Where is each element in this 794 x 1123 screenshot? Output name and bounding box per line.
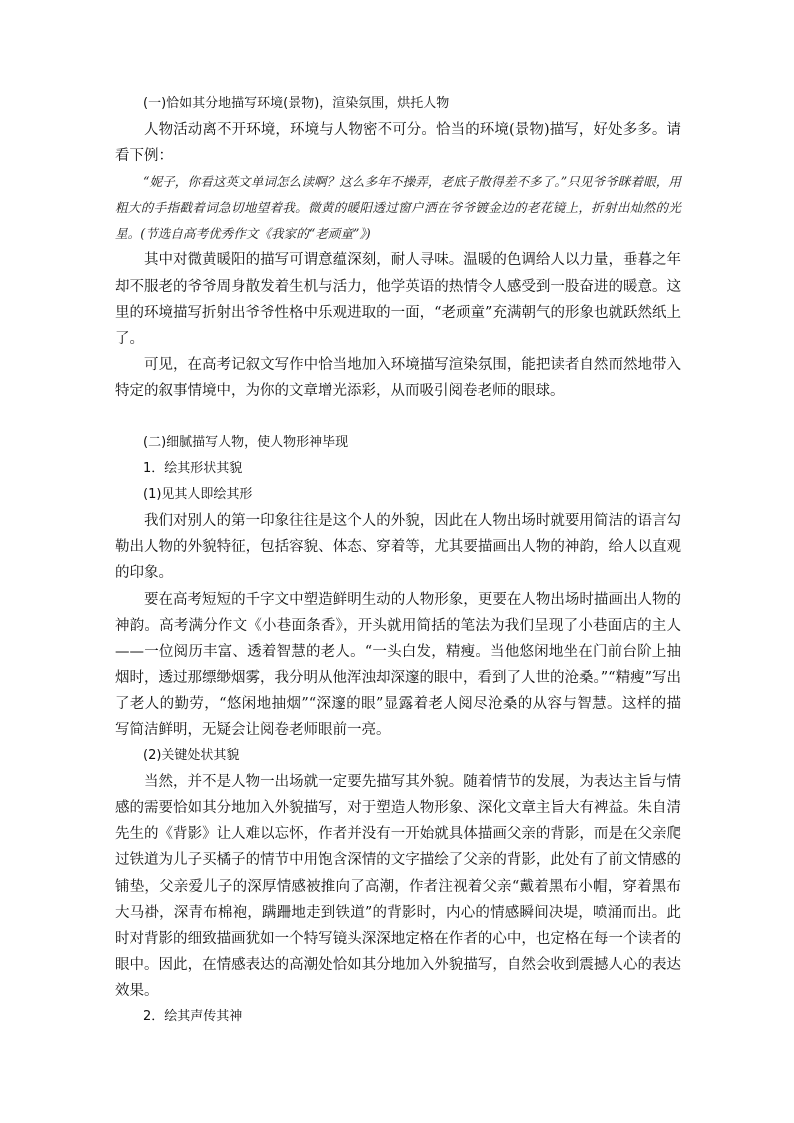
paragraph: 可见，在高考记叙文写作中恰当地加入环境描写渲染氛围，能把读者自然而然地带入特定的叙事情境中，为你的文章增光添彩，从而吸引阅卷老师的眼球。 <box>115 356 681 399</box>
paragraph: 我们对别人的第一印象往往是这个人的外貌，因此在人物出场时就要用简洁的语言勾勒出人物的外貌特征，包括容貌、体态、穿着等，尤其要描画出人物的神韵，给人以直观的印象。 <box>115 513 681 582</box>
section-heading-character: (二)细腻描写人物，使人物形神毕现 <box>143 435 349 451</box>
subheading: (2)关键处状其貌 <box>143 748 240 764</box>
document-page <box>115 91 681 1030</box>
subheading: (1)见其人即绘其形 <box>143 487 253 503</box>
subheading: 2．绘其声传其神 <box>143 1009 243 1024</box>
subheading: 1．绘其形状其貌 <box>143 461 243 477</box>
paragraph: 当然，并不是人物一出场就一定要先描写其外貌。随着情节的发展，为表达主旨与情感的需要恰如其分地加入外貌描写，对于塑造人物形象、深化文章主旨大有裨益。朱自清先生的《背影》让人难以忘怀，作者并没有一开始就具体描画父亲的背影，而是在父亲爬过铁道为儿子买橘子的情节中用饱含深情的文字描绘了父亲的背影，此处有了前文情感的铺垫，父亲爱儿子的深厚情感被推向了高潮，作者注视着父亲“戴着黑布小帽，穿着黑布大马褂，深青布棉袍，蹒跚地走到铁道”的背影时，内心的情感瞬间决堤，喷涌而出。此时对背影的细致描画犹如一个特写镜头深深地定格在作者的心中，也定格在每一个读者的眼中。因此，在情感表达的高潮处恰如其分地加入外貌描写，自然会收到震撼人心的表达效果。 <box>115 774 681 999</box>
quoted-example: “妮子，你看这英文单词怎么读啊？这么多年不操弄，老底子散得差不多了。”只见爷爷眯着眼，用粗大的手指戳着词急切地望着我。微黄的暖阳透过窗户洒在爷爷镀金边的老花镜上，折射出灿然的光星。(节选自高考优秀作文《我家的“老顽童”》) <box>115 174 681 242</box>
paragraph: 人物活动离不开环境，环境与人物密不可分。恰当的环境(景物)描写，好处多多。请看下例： <box>115 122 681 165</box>
section-heading-environment: (一)恰如其分地描写环境(景物)，渲染氛围，烘托人物 <box>143 96 450 111</box>
paragraph: 其中对微黄暖阳的描写可谓意蕴深刻，耐人寻味。温暖的色调给人以力量，垂暮之年却不服老的爷爷周身散发着生机与活力，他学英语的热情令人感受到一股奋进的暖意。这里的环境描写折射出爷爷性格中乐观进取的一面，“老顽童”充满朝气的形象也就跃然纸上了。 <box>115 252 681 347</box>
spacer <box>115 404 681 430</box>
paragraph: 要在高考短短的千字文中塑造鲜明生动的人物形象，更要在人物出场时描画出人物的神韵。高考满分作文《小巷面条香》，开头就用简括的笔法为我们呈现了小巷面店的主人——一位阅历丰富、透着智慧的老人。“一头白发，精瘦。当他悠闲地坐在门前台阶上抽烟时，透过那缥缈烟雾，我分明从他浑浊却深邃的眼中，看到了人世的沧桑。”“精瘦”写出了老人的勤劳，“悠闲地抽烟”“深邃的眼”显露着老人阅尽沧桑的从容与智慧。这样的描写简洁鲜明，无疑会让阅卷老师眼前一亮。 <box>115 591 681 738</box>
